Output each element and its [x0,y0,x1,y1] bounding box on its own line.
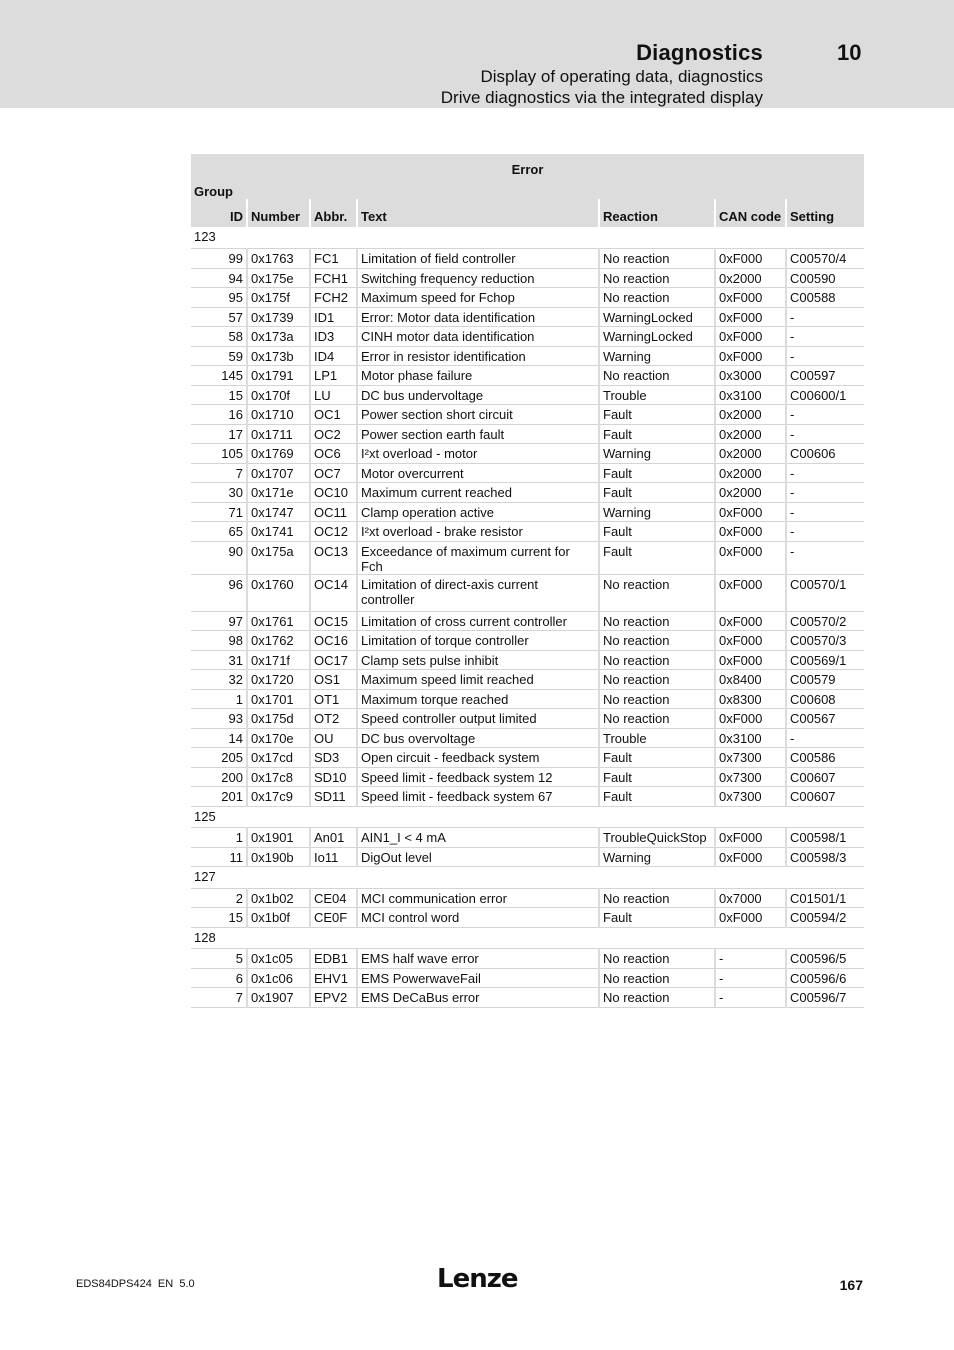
cell-abbr: OC2 [310,424,357,444]
cell-setting: C00569/1 [786,650,864,670]
cell-text: Limitation of torque controller [357,631,599,651]
table-row [191,288,864,308]
table-row [191,346,864,366]
cell-number: 0x1741 [247,522,310,542]
cell-abbr: ID3 [310,327,357,347]
cell-setting: C00567 [786,709,864,729]
cell-reaction: Warning [599,444,715,464]
cell-text: DC bus undervoltage [357,385,599,405]
cell-setting: C00590 [786,268,864,288]
cell-id: 93 [191,709,247,729]
cell-id: 57 [191,307,247,327]
cell-text: Speed controller output limited [357,709,599,729]
cell-text: Maximum current reached [357,483,599,503]
cell-can-code: 0x7300 [715,748,786,768]
cell-can-code: 0x3100 [715,728,786,748]
cell-id: 17 [191,424,247,444]
cell-number: 0x1b02 [247,888,310,908]
cell-number: 0x1791 [247,366,310,386]
cell-number: 0x173a [247,327,310,347]
cell-reaction: Fault [599,767,715,787]
cell-abbr: FCH1 [310,268,357,288]
cell-reaction: WarningLocked [599,307,715,327]
cell-text: Limitation of cross current controller [357,611,599,631]
cell-setting: C00570/3 [786,631,864,651]
table-row [191,541,864,574]
cell-can-code: 0xF000 [715,650,786,670]
cell-text: Maximum speed limit reached [357,670,599,690]
error-super-header: Error [191,154,864,177]
cell-text: Motor phase failure [357,366,599,386]
cell-id: 65 [191,522,247,542]
table-row [191,444,864,464]
cell-text: CINH motor data identification [357,327,599,347]
cell-reaction: No reaction [599,249,715,269]
cell-can-code: 0x8300 [715,689,786,709]
cell-setting: - [786,541,864,574]
cell-can-code: 0xF000 [715,288,786,308]
cell-number: 0x1720 [247,670,310,690]
page-number: 167 [839,1277,863,1293]
cell-reaction: No reaction [599,288,715,308]
table-row [191,709,864,729]
cell-reaction: Trouble [599,385,715,405]
cell-setting: C00607 [786,787,864,807]
cell-number: 0x190b [247,847,310,867]
chapter-title: Diagnostics [636,40,763,65]
cell-can-code: 0x8400 [715,670,786,690]
cell-reaction: Fault [599,541,715,574]
cell-reaction: No reaction [599,968,715,988]
cell-id: 94 [191,268,247,288]
table-row [191,327,864,347]
cell-setting: C00597 [786,366,864,386]
cell-text: Open circuit - feedback system [357,748,599,768]
cell-number: 0x1769 [247,444,310,464]
cell-abbr: FCH2 [310,288,357,308]
cell-number: 0x17c9 [247,787,310,807]
cell-can-code: - [715,988,786,1008]
cell-setting: C00570/4 [786,249,864,269]
cell-id: 90 [191,541,247,574]
cell-setting: - [786,463,864,483]
cell-reaction: No reaction [599,611,715,631]
cell-abbr: OC17 [310,650,357,670]
cell-abbr: OC13 [310,541,357,574]
cell-reaction: Fault [599,787,715,807]
cell-reaction: Fault [599,748,715,768]
cell-setting: - [786,728,864,748]
cell-id: 59 [191,346,247,366]
table-row [191,424,864,444]
table-row [191,988,864,1008]
cell-setting: C00594/2 [786,908,864,928]
cell-text: Clamp sets pulse inhibit [357,650,599,670]
cell-can-code: 0xF000 [715,908,786,928]
table-row [191,888,864,908]
cell-can-code: 0x2000 [715,268,786,288]
table-row [191,828,864,848]
cell-abbr: SD3 [310,748,357,768]
table-row [191,307,864,327]
cell-text: Exceedance of maximum current for Fch [357,541,599,574]
cell-text: Power section earth fault [357,424,599,444]
cell-number: 0x1907 [247,988,310,1008]
cell-number: 0x1710 [247,405,310,425]
cell-id: 201 [191,787,247,807]
cell-can-code: 0xF000 [715,574,786,611]
cell-can-code: 0xF000 [715,307,786,327]
cell-id: 6 [191,968,247,988]
table-row [191,463,864,483]
column-header-id: ID [191,199,247,227]
cell-can-code: 0x7300 [715,787,786,807]
cell-id: 15 [191,908,247,928]
cell-reaction: Fault [599,463,715,483]
table-row [191,522,864,542]
cell-abbr: FC1 [310,249,357,269]
table-row [191,631,864,651]
table-row [191,650,864,670]
cell-number: 0x17c8 [247,767,310,787]
table-row [191,502,864,522]
section-title: Display of operating data, diagnostics [480,67,763,86]
cell-reaction: No reaction [599,670,715,690]
cell-number: 0x17cd [247,748,310,768]
cell-abbr: ID1 [310,307,357,327]
cell-abbr: EDB1 [310,949,357,969]
cell-text: Limitation of field controller [357,249,599,269]
cell-number: 0x1747 [247,502,310,522]
column-header-number: Number [247,199,310,227]
cell-id: 11 [191,847,247,867]
cell-text: EMS PowerwaveFail [357,968,599,988]
cell-reaction: Warning [599,502,715,522]
column-header-text: Text [357,199,599,227]
cell-abbr: CE04 [310,888,357,908]
cell-can-code: - [715,949,786,969]
cell-abbr: LP1 [310,366,357,386]
cell-can-code: 0x3000 [715,366,786,386]
cell-abbr: EHV1 [310,968,357,988]
cell-id: 16 [191,405,247,425]
group-row [191,806,864,828]
chapter-number: 10 [837,40,862,65]
cell-can-code: 0xF000 [715,522,786,542]
cell-reaction: Fault [599,483,715,503]
cell-number: 0x1c05 [247,949,310,969]
cell-reaction: No reaction [599,366,715,386]
cell-id: 31 [191,650,247,670]
cell-abbr: OC12 [310,522,357,542]
cell-setting: C00596/7 [786,988,864,1008]
cell-number: 0x1b0f [247,908,310,928]
table-row [191,968,864,988]
cell-abbr: An01 [310,828,357,848]
table-row [191,787,864,807]
cell-number: 0x175f [247,288,310,308]
table-row [191,385,864,405]
cell-id: 105 [191,444,247,464]
cell-id: 14 [191,728,247,748]
cell-number: 0x170e [247,728,310,748]
cell-abbr: OC14 [310,574,357,611]
cell-can-code: 0x3100 [715,385,786,405]
cell-abbr: Io11 [310,847,357,867]
cell-id: 98 [191,631,247,651]
table-row [191,949,864,969]
cell-id: 30 [191,483,247,503]
cell-setting: C00596/6 [786,968,864,988]
cell-abbr: ID4 [310,346,357,366]
cell-setting: C00579 [786,670,864,690]
cell-id: 1 [191,828,247,848]
cell-setting: C00596/5 [786,949,864,969]
table-row [191,908,864,928]
cell-id: 7 [191,988,247,1008]
cell-number: 0x170f [247,385,310,405]
cell-setting: C00607 [786,767,864,787]
cell-id: 97 [191,611,247,631]
column-header-reaction: Reaction [599,199,715,227]
cell-reaction: No reaction [599,709,715,729]
cell-text: Clamp operation active [357,502,599,522]
cell-can-code: 0xF000 [715,631,786,651]
cell-number: 0x1739 [247,307,310,327]
cell-id: 1 [191,689,247,709]
column-header-setting: Setting [786,199,864,227]
cell-abbr: OT1 [310,689,357,709]
cell-number: 0x175e [247,268,310,288]
cell-abbr: EPV2 [310,988,357,1008]
cell-id: 96 [191,574,247,611]
error-table-body [191,227,864,1007]
cell-reaction: No reaction [599,574,715,611]
cell-number: 0x1c06 [247,968,310,988]
cell-id: 2 [191,888,247,908]
cell-setting: - [786,483,864,503]
cell-reaction: WarningLocked [599,327,715,347]
cell-number: 0x1711 [247,424,310,444]
cell-text: DC bus overvoltage [357,728,599,748]
cell-setting: C00586 [786,748,864,768]
error-table [191,154,864,1008]
cell-id: 7 [191,463,247,483]
cell-text: Maximum speed for Fchop [357,288,599,308]
cell-can-code: 0xF000 [715,327,786,347]
cell-can-code: 0xF000 [715,541,786,574]
cell-can-code: 0x2000 [715,483,786,503]
cell-can-code: 0xF000 [715,828,786,848]
cell-reaction: Fault [599,405,715,425]
cell-can-code: 0x2000 [715,444,786,464]
group-id: 123 [191,227,864,249]
cell-abbr: OS1 [310,670,357,690]
cell-text: Power section short circuit [357,405,599,425]
cell-text: I²xt overload - brake resistor [357,522,599,542]
cell-can-code: 0x7300 [715,767,786,787]
cell-setting: - [786,307,864,327]
cell-reaction: Fault [599,522,715,542]
cell-abbr: OC10 [310,483,357,503]
cell-setting: C00600/1 [786,385,864,405]
subsection-title: Drive diagnostics via the integrated display [440,88,763,107]
cell-setting: C00606 [786,444,864,464]
cell-text: MCI control word [357,908,599,928]
group-row [191,227,864,249]
cell-text: Maximum torque reached [357,689,599,709]
cell-abbr: LU [310,385,357,405]
table-row [191,847,864,867]
cell-id: 58 [191,327,247,347]
cell-setting: C00598/1 [786,828,864,848]
cell-can-code: - [715,968,786,988]
cell-reaction: No reaction [599,689,715,709]
cell-reaction: Fault [599,908,715,928]
cell-text: Speed limit - feedback system 67 [357,787,599,807]
group-id: 127 [191,867,864,889]
table-row [191,268,864,288]
table-row [191,748,864,768]
cell-setting: - [786,502,864,522]
cell-reaction: No reaction [599,888,715,908]
cell-setting: C00570/2 [786,611,864,631]
cell-text: Error in resistor identification [357,346,599,366]
cell-id: 145 [191,366,247,386]
cell-number: 0x1760 [247,574,310,611]
cell-id: 99 [191,249,247,269]
group-id: 128 [191,927,864,949]
cell-setting: C00608 [786,689,864,709]
cell-can-code: 0x2000 [715,463,786,483]
cell-text: MCI communication error [357,888,599,908]
cell-reaction: Trouble [599,728,715,748]
cell-reaction: Fault [599,424,715,444]
table-row [191,670,864,690]
table-row [191,611,864,631]
cell-setting: - [786,424,864,444]
cell-text: I²xt overload - motor [357,444,599,464]
cell-reaction: No reaction [599,631,715,651]
table-row [191,405,864,425]
cell-can-code: 0x2000 [715,424,786,444]
cell-number: 0x175a [247,541,310,574]
cell-text: EMS DeCaBus error [357,988,599,1008]
cell-abbr: OT2 [310,709,357,729]
cell-abbr: SD10 [310,767,357,787]
group-header: Group [191,177,864,199]
cell-setting: C00588 [786,288,864,308]
table-row [191,249,864,269]
cell-can-code: 0xF000 [715,847,786,867]
cell-number: 0x171f [247,650,310,670]
cell-id: 32 [191,670,247,690]
cell-setting: C01501/1 [786,888,864,908]
cell-can-code: 0xF000 [715,709,786,729]
cell-abbr: OC1 [310,405,357,425]
group-row [191,867,864,889]
cell-reaction: Warning [599,847,715,867]
lenze-logo: Lenze [437,1264,518,1294]
cell-id: 71 [191,502,247,522]
cell-abbr: OC6 [310,444,357,464]
cell-can-code: 0xF000 [715,502,786,522]
cell-reaction: No reaction [599,949,715,969]
cell-text: Speed limit - feedback system 12 [357,767,599,787]
cell-reaction: No reaction [599,268,715,288]
cell-abbr: OC16 [310,631,357,651]
cell-text: DigOut level [357,847,599,867]
cell-text: Motor overcurrent [357,463,599,483]
table-row [191,767,864,787]
group-row [191,927,864,949]
cell-id: 95 [191,288,247,308]
cell-setting: C00598/3 [786,847,864,867]
cell-can-code: 0xF000 [715,249,786,269]
cell-text: Limitation of direct-axis current controller [357,574,599,611]
document-id: EDS84DPS424 EN 5.0 [76,1278,195,1290]
table-row [191,483,864,503]
cell-setting: C00570/1 [786,574,864,611]
cell-id: 15 [191,385,247,405]
cell-number: 0x1762 [247,631,310,651]
cell-abbr: OC7 [310,463,357,483]
cell-can-code: 0xF000 [715,611,786,631]
cell-number: 0x1701 [247,689,310,709]
cell-can-code: 0xF000 [715,346,786,366]
table-row [191,574,864,611]
table-row [191,366,864,386]
cell-number: 0x175d [247,709,310,729]
cell-setting: - [786,327,864,347]
table-row [191,728,864,748]
table-row [191,689,864,709]
cell-can-code: 0x2000 [715,405,786,425]
cell-number: 0x1707 [247,463,310,483]
cell-number: 0x1761 [247,611,310,631]
cell-id: 5 [191,949,247,969]
cell-text: Error: Motor data identification [357,307,599,327]
cell-number: 0x1901 [247,828,310,848]
cell-abbr: OC11 [310,502,357,522]
cell-can-code: 0x7000 [715,888,786,908]
cell-abbr: CE0F [310,908,357,928]
cell-reaction: Warning [599,346,715,366]
cell-abbr: OC15 [310,611,357,631]
cell-setting: - [786,346,864,366]
group-id: 125 [191,806,864,828]
cell-abbr: OU [310,728,357,748]
cell-reaction: No reaction [599,650,715,670]
cell-text: Switching frequency reduction [357,268,599,288]
cell-text: AIN1_I < 4 mA [357,828,599,848]
column-header-can-code: CAN code [715,199,786,227]
cell-id: 205 [191,748,247,768]
column-header-row [191,199,864,227]
cell-number: 0x173b [247,346,310,366]
cell-setting: - [786,405,864,425]
cell-number: 0x1763 [247,249,310,269]
cell-id: 200 [191,767,247,787]
column-header-abbr: Abbr. [310,199,357,227]
cell-setting: - [786,522,864,542]
cell-abbr: SD11 [310,787,357,807]
cell-reaction: No reaction [599,988,715,1008]
cell-text: EMS half wave error [357,949,599,969]
cell-number: 0x171e [247,483,310,503]
cell-reaction: TroubleQuickStop [599,828,715,848]
